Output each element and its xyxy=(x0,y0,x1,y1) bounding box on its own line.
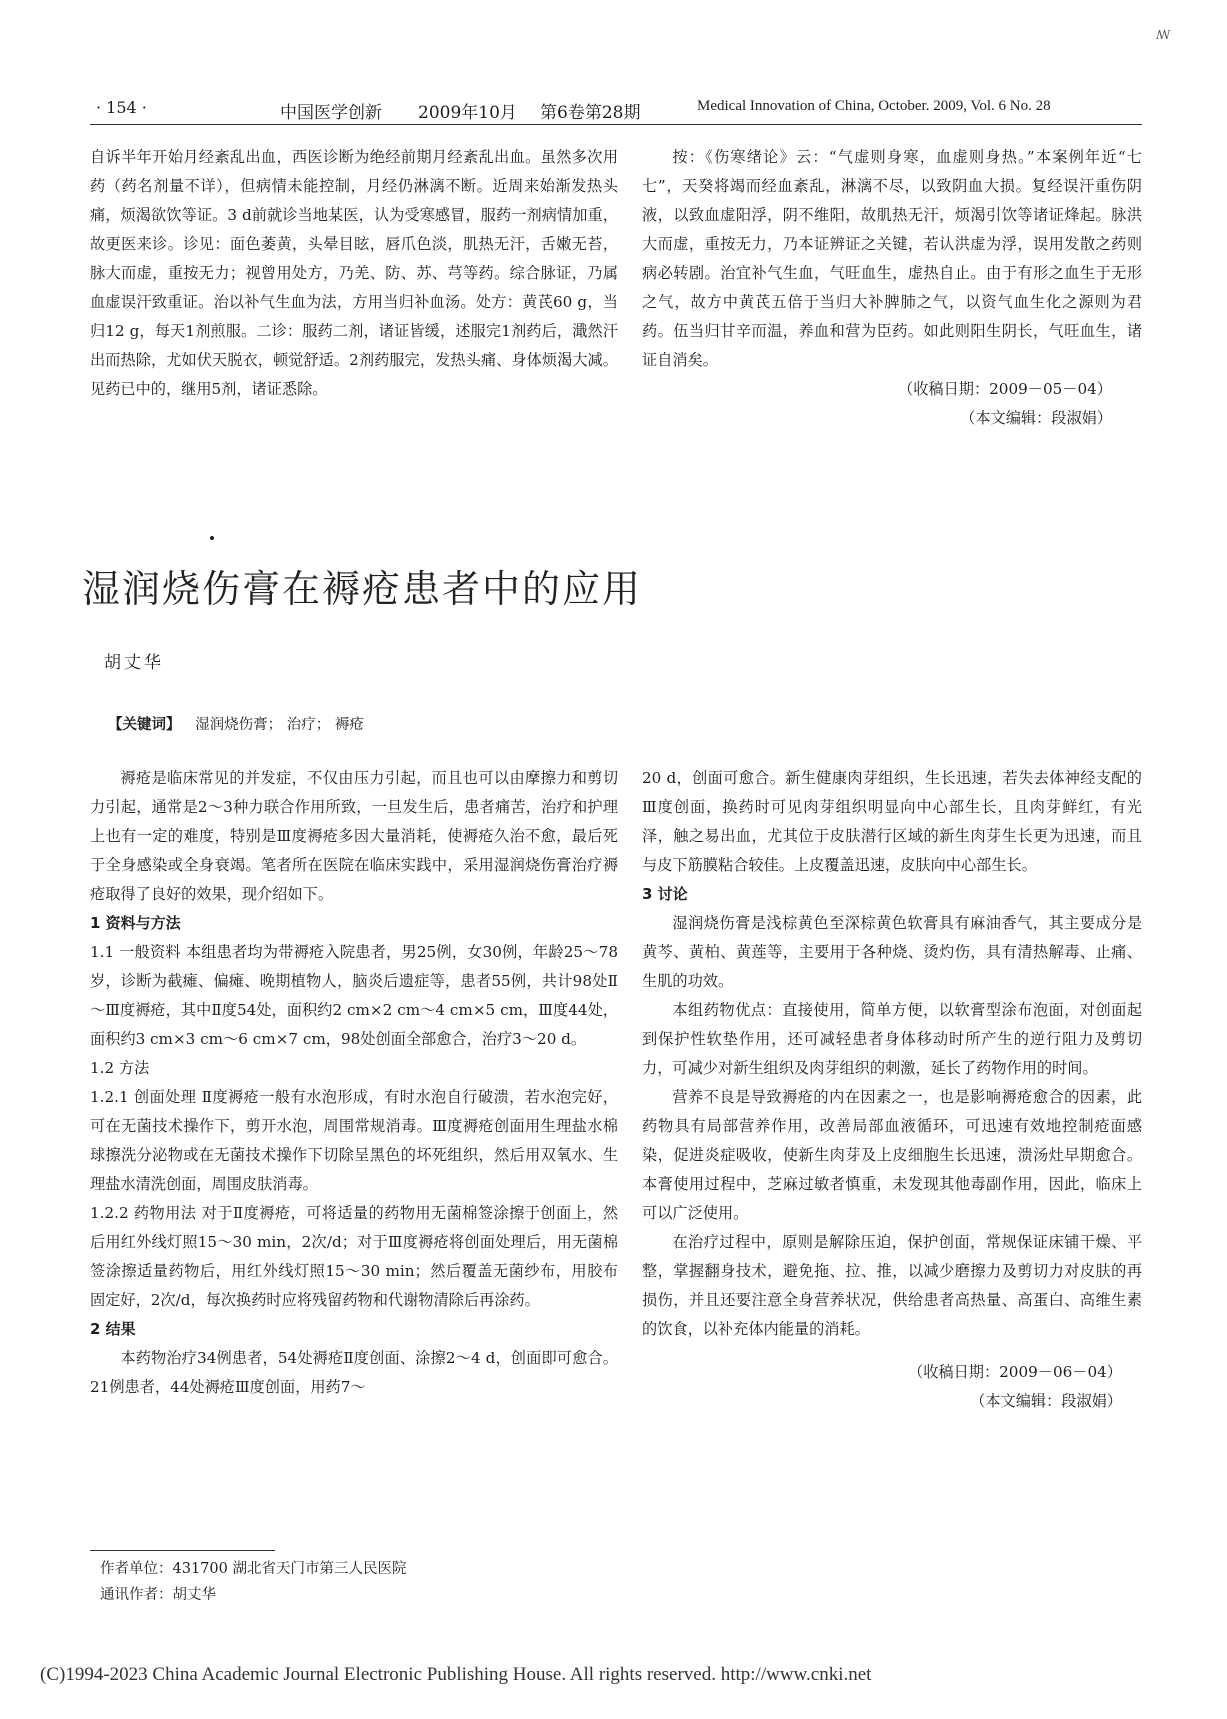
section-2-heading: 2 结果 xyxy=(90,1320,136,1338)
section-2-text: 本药物治疗34例患者，54处褥疮Ⅱ度创面、涂擦2～4 d，创面即可愈合。21例患者，44处褥疮Ⅲ度创面，用药7～ xyxy=(90,1349,618,1396)
prev-editor: （本文编辑：段淑娟） xyxy=(960,409,1112,427)
header-rule xyxy=(90,124,1142,125)
prev-right-paragraph: 按：《伤寒绪论》云：“气虚则身寒，血虚则身热。”本案例年近“七七”，天癸将竭而经血紊乱，淋漓不尽，以致阴血大损。复经误汗重伤阴液，以致血虚阳浮，阴不维阳，故肌热无汗，烦渴引饮等诸证烽起。脉洪大而虚，重按无力，乃本证辨证之关键，若认洪虚为浮，误用发散之药则病必转剧。治宜补气生血，气旺血生，虚热自止。由于有形之血生于无形之气，故方中黄芪五倍于当归大补脾肺之气，以资气血生化之源则为君药。伍当归甘辛而温，养血和营为臣药。如此则阳生阴长，气旺血生，诸证自消矣。 xyxy=(642,148,1142,369)
article-author: 胡丈华 xyxy=(104,653,164,673)
corresponding-author: 通讯作者：胡丈华 xyxy=(100,1587,216,1603)
keywords-label: 【关键词】 xyxy=(108,717,181,733)
issue-number: 第6卷第28期 xyxy=(540,103,641,123)
discussion-paragraph-1: 湿润烧伤膏是浅棕黄色至深棕黄色软膏具有麻油香气，其主要成分是黄芩、黄柏、黄莲等，主要用于各种烧、烫灼伤，具有清热解毒、止痛、生肌的功效。 xyxy=(642,914,1142,990)
article-right-column xyxy=(642,764,1142,1416)
journal-name: 中国医学创新 xyxy=(280,103,382,123)
copyright-footer: (C)1994-2023 China Academic Journal Electronic Publishing House. All rights reserved. http://www.cnki.net xyxy=(40,1664,872,1685)
section-2-continued: 20 d，创面可愈合。新生健康肉芽组织，生长迅速，若失去体神经支配的Ⅲ度创面，换药时可见肉芽组织明显向中心部生长，且肉芽鲜红，有光泽，触之易出血，尤其位于皮肤潜行区域的新生肉芽生长更为迅速，而且与皮下筋膜粘合较佳。上皮覆盖迅速，皮肤向中心部生长。 xyxy=(642,769,1142,874)
keywords-text: 湿润烧伤膏； 治疗； 褥疮 xyxy=(195,717,364,733)
received-date: （收稿日期：2009－06－04） xyxy=(908,1363,1122,1381)
editor-credit: （本文编辑：段淑娟） xyxy=(970,1392,1122,1410)
journal-english: Medical Innovation of China, October. 2009, Vol. 6 No. 28 xyxy=(697,98,1051,114)
keywords-line xyxy=(108,713,364,734)
issue-date: 2009年10月 xyxy=(418,103,517,123)
discussion-paragraph-4: 在治疗过程中，原则是解除压迫，保护创面，常规保证床铺干燥、平整，掌握翻身技术，避免拖、拉、推，以减少磨擦力及剪切力对皮肤的再损伤，并且还要注意全身营养状况，供给患者高热量、高蛋白、高维生素的饮食，以补充体内能量的消耗。 xyxy=(642,1233,1142,1338)
discussion-paragraph-3: 营养不良是导致褥疮的内在因素之一，也是影响褥疮愈合的因素，此药物具有局部营养作用，改善局部血液循环，可迅速有效地控制疮面感染，促进炎症吸收，使新生肉芽及上皮细胞生长迅速，溃汤灶早期愈合。本膏使用过程中，芝麻过敏者慎重，未发现其他毒副作用，因此，临床上可以广泛使用。 xyxy=(642,1088,1142,1222)
article-left-column xyxy=(90,764,618,1402)
prev-article-right xyxy=(642,143,1142,433)
prev-left-paragraph: 自诉半年开始月经紊乱出血，西医诊断为绝经前期月经紊乱出血。虽然多次用药（药名剂量不详），但病情未能控制，月经仍淋漓不断。近周来始渐发热头痛，烦渴欲饮等证。3 d前就诊当地某医，认为受寒感冒，服药一剂病情加重，故更医来诊。诊见：面色萎黄，头晕目眩，唇爪色淡，肌热无汗，舌嫩无苔，脉大而虚，重按无力；视曾用处方，乃羌、防、苏、芎等药。综合脉证，乃属血虚误汗致重证。治以补气生血为法，方用当归补血汤。处方：黄芪60 g，当归12 g，每天1剂煎服。二诊：服药二剂，诸证皆缓，述服完1剂药后，濈然汗出而热除，尤如伏天脱衣，顿觉舒适。2剂药服完，发热头痛、身体烦渴大减。见药已中的，继用5剂，诸证悉除。 xyxy=(90,148,618,398)
section-1-heading: 1 资料与方法 xyxy=(90,914,181,932)
prev-article-left xyxy=(90,143,618,404)
corner-mark: ꟿ xyxy=(1156,28,1171,42)
author-affiliation: 作者单位：431700 湖北省天门市第三人民医院 xyxy=(100,1561,407,1577)
article-title: 湿润烧伤膏在褥疮患者中的应用 xyxy=(82,567,643,611)
footnote xyxy=(100,1556,620,1608)
section-1-2-heading: 1.2 方法 xyxy=(90,1059,150,1077)
prev-received-date: （收稿日期：2009－05－04） xyxy=(898,380,1112,398)
section-1-1: 1.1 一般资料 本组患者均为带褥疮入院患者，男25例，女30例，年龄25～78岁，诊断为截瘫、偏瘫、晚期植物人，脑炎后遗症等，患者55例，共计98处Ⅱ～Ⅲ度褥疮，其中Ⅱ度54处，面积约2 cm×2 cm～4 cm×5 cm，Ⅲ度44处，面积约3 cm×3 cm～6 cm×7 cm，98处创面全部愈合，治疗3～20 d。 xyxy=(90,943,618,1048)
section-3-heading: 3 讨论 xyxy=(642,885,688,903)
discussion-paragraph-2: 本组药物优点：直接使用，简单方便，以软膏型涂布泡面，对创面起到保护性软垫作用，还可减轻患者身体移动时所产生的逆行阻力及剪切力，可减少对新生组织及肉芽组织的刺激，延长了药物作用的时间。 xyxy=(642,1001,1142,1077)
intro-paragraph: 褥疮是临床常见的并发症，不仅由压力引起，而且也可以由摩擦力和剪切力引起，通常是2～3种力联合作用所致，一旦发生后，患者痛苦，治疗和护理上也有一定的难度，特别是Ⅲ度褥疮多因大量消耗，使褥疮久治不愈，最后死于全身感染或全身衰竭。笔者所在医院在临床实践中，采用湿润烧伤膏治疗褥疮取得了良好的效果，现介绍如下。 xyxy=(90,769,618,903)
footnote-rule xyxy=(90,1550,275,1551)
section-1-2-1: 1.2.1 创面处理 Ⅱ度褥疮一般有水泡形成，有时水泡自行破溃，若水泡完好，可在无菌技术操作下，剪开水泡，周围常规消毒。Ⅲ度褥疮创面用生理盐水棉球擦洗分泌物或在无菌技术操作下切除呈黑色的坏死组织，然后用双氧水、生理盐水清洗创面，周围皮肤消毒。 xyxy=(90,1088,618,1193)
section-1-2-2: 1.2.2 药物用法 对于Ⅱ度褥疮，可将适量的药物用无菌棉签涂擦于创面上，然后用红外线灯照15～30 min，2次/d；对于Ⅲ度褥疮将创面处理后，用无菌棉签涂擦适量药物后，用红外线灯照15～30 min；然后覆盖无菌纱布，用胶布固定好，2次/d，每次换药时应将残留药物和代谢物清除后再涂药。 xyxy=(90,1204,618,1309)
page-number: · 154 · xyxy=(96,98,147,117)
bullet-dot xyxy=(210,536,214,540)
